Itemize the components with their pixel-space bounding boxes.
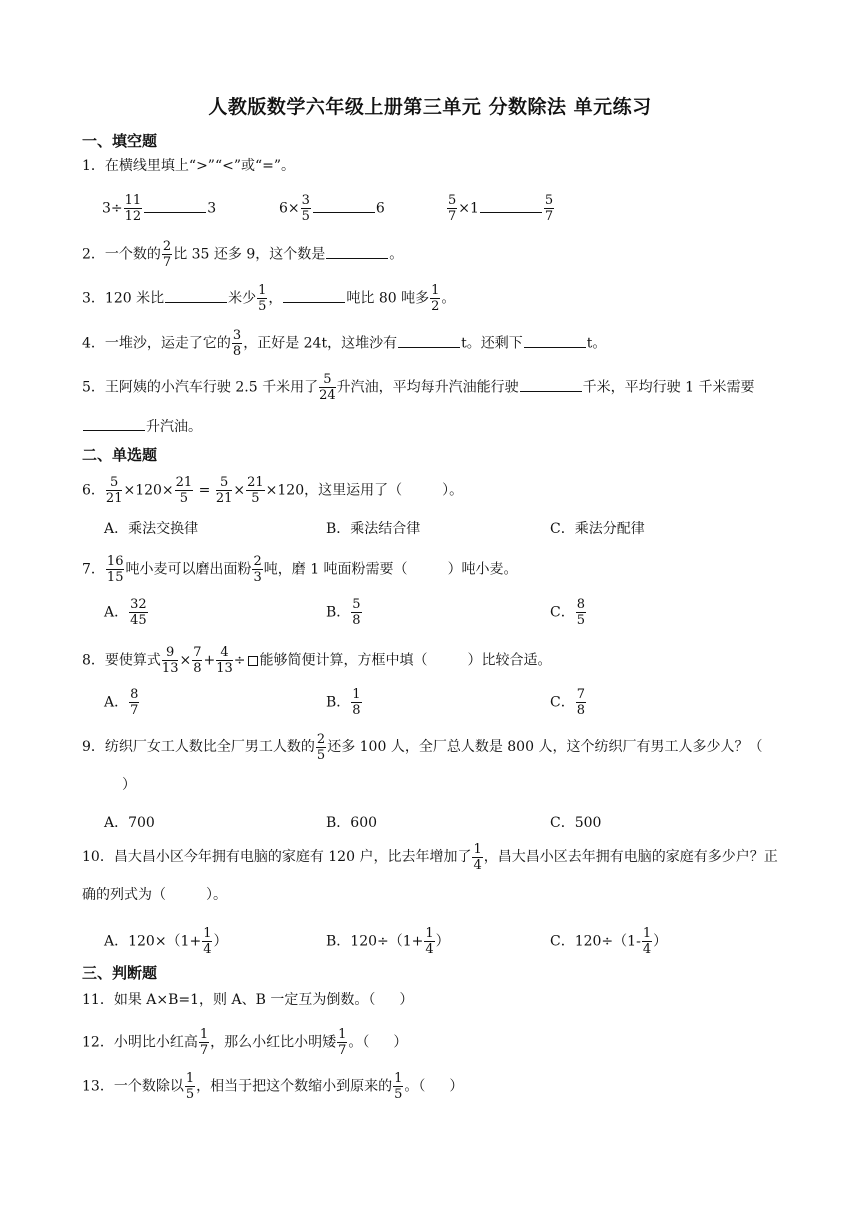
fraction: $\frac{3}{8}$: [232, 328, 242, 359]
answer-blank[interactable]: [398, 333, 460, 348]
question-8: 8．要使算式 $\frac{9}{13}$ × $\frac{7}{8}$ + $\frac{4}{13}$ ÷ 能够简便计算，方框中填（ ）比较合适。: [82, 645, 552, 676]
q9-option-a[interactable]: A．700: [104, 815, 155, 831]
answer-blank[interactable]: [480, 198, 542, 213]
q10-option-b[interactable]: B．120÷（1+ $\frac{1}{4}$ ）: [326, 926, 450, 957]
fraction: $\frac{1}{7}$: [338, 1027, 347, 1058]
q7-option-a[interactable]: A． $\frac{32}{45}$: [104, 597, 147, 628]
answer-blank[interactable]: [326, 244, 388, 259]
answer-blank[interactable]: [144, 198, 206, 213]
square-box-icon: [248, 656, 258, 666]
q9-option-c[interactable]: C．500: [550, 815, 602, 831]
fraction: $\frac{1}{5}$: [185, 1071, 195, 1102]
question-1: 1．在横线里填上“>”“<”或“=”。: [82, 158, 296, 174]
fraction: $\frac{1}{5}$: [258, 283, 267, 314]
fraction: $\frac{21}{5}$: [175, 475, 193, 506]
fraction: $\frac{1}{7}$: [199, 1027, 209, 1058]
question-9: 9．纺织厂女工人数比全厂男工人数的 $\frac{2}{5}$ 还多 100 人，全厂总人数是 800 人，这个纺织厂有男工人多少人？（）: [82, 731, 763, 793]
q8-option-a[interactable]: A． $\frac{8}{7}$: [104, 687, 139, 718]
question-3: 3．120 米比 米少 $\frac{1}{5}$ ， 吨比 80 吨多 $\frac{1}{2}$ 。: [82, 283, 456, 314]
q10-option-a[interactable]: A．120×（1+ $\frac{1}{4}$ ）: [104, 926, 228, 957]
question-12: 12．小明比小红高 $\frac{1}{7}$ ，那么小红比小明矮 $\frac{1}{7}$ 。（ ）: [82, 1027, 408, 1058]
fraction: $\frac{1}{4}$: [473, 841, 482, 873]
q8-option-c[interactable]: C． $\frac{7}{8}$: [550, 687, 585, 718]
fraction: $\frac{3}{5}$: [301, 193, 310, 224]
fraction: $\frac{5}{24}$: [319, 372, 336, 403]
fraction: $\frac{16}{15}$: [106, 554, 124, 585]
fraction: $\frac{5}{7}$: [448, 193, 457, 224]
answer-blank[interactable]: [165, 288, 227, 303]
q10-option-c[interactable]: C．120÷（1- $\frac{1}{4}$ ）: [550, 926, 668, 957]
fraction: $\frac{2}{5}$: [316, 731, 326, 763]
fraction: $\frac{7}{8}$: [193, 645, 202, 676]
question-7: 7． $\frac{16}{15}$ 吨小麦可以磨出面粉 $\frac{2}{3}$ 吨，磨 1 吨面粉需要（ ）吨小麦。: [82, 554, 518, 585]
answer-blank[interactable]: [83, 416, 145, 431]
q6-option-b[interactable]: B．乘法结合律: [326, 521, 421, 537]
fraction: $\frac{5}{7}$: [544, 193, 554, 224]
q7-option-b[interactable]: B． $\frac{5}{8}$: [326, 597, 361, 628]
section-true-false: 三、判断题: [82, 964, 158, 982]
answer-blank[interactable]: [313, 198, 375, 213]
section-single-choice: 二、单选题: [82, 446, 158, 464]
fraction: $\frac{1}{5}$: [394, 1071, 403, 1102]
question-6: 6． $\frac{5}{21}$ ×120× $\frac{21}{5}$ = $\frac{5}{21}$ × $\frac{21}{5}$ ×120，这里运用了（ ）。: [82, 475, 464, 506]
fraction: $\frac{4}{13}$: [216, 645, 233, 676]
answer-blank[interactable]: [283, 288, 345, 303]
question-4: 4．一堆沙，运走了它的 $\frac{3}{8}$ ，正好是 24t，这堆沙有 t。还剩下 t。: [82, 328, 607, 359]
section-fill-blank: 一、填空题: [82, 132, 158, 150]
fraction: $\frac{2}{7}$: [162, 239, 172, 270]
question-5-line-1: 5．王阿姨的小汽车行驶 2.5 千米用了 $\frac{5}{24}$ 升汽油，平均每升汽油能行驶 千米，平均行驶 1 千米需要: [82, 372, 755, 403]
page-title: 人教版数学六年级上册第三单元 分数除法 单元练习: [208, 96, 652, 118]
question-2: 2．一个数的 $\frac{2}{7}$ 比 35 还多 9，这个数是 。: [82, 239, 404, 270]
fraction: $\frac{21}{5}$: [247, 475, 264, 506]
q7-option-c[interactable]: C． $\frac{8}{5}$: [550, 597, 585, 628]
question-13: 13．一个数除以 $\frac{1}{5}$ ，相当于把这个数缩小到原来的 $\frac{1}{5}$ 。（ ）: [82, 1071, 464, 1102]
fraction: $\frac{9}{13}$: [161, 645, 179, 676]
fraction: $\frac{1}{2}$: [431, 283, 440, 314]
q1-item-c: $\frac{5}{7}$ ×1 $\frac{5}{7}$: [448, 193, 554, 224]
answer-blank[interactable]: [524, 333, 586, 348]
question-11: 11．如果 A×B=1，则 A、B 一定互为倒数。（ ）: [82, 992, 414, 1008]
fraction: $\frac{5}{21}$: [215, 475, 233, 506]
q8-option-b[interactable]: B． $\frac{1}{8}$: [326, 687, 361, 718]
answer-blank[interactable]: [520, 377, 582, 392]
q6-option-c[interactable]: C．乘法分配律: [550, 521, 645, 537]
q1-item-b: 6× $\frac{3}{5}$ 6: [279, 193, 385, 224]
question-10: 10．昌大昌小区今年拥有电脑的家庭有 120 户，比去年增加了 $\frac{1}{4}$ ，昌大昌小区去年拥有电脑的家庭有多少户？正确的列式为（ ）。: [82, 841, 778, 903]
fraction: $\frac{2}{3}$: [253, 554, 262, 585]
fraction: $\frac{11}{12}$: [124, 193, 142, 224]
question-5-line-2: 升汽油。: [82, 416, 780, 437]
q9-option-b[interactable]: B．600: [326, 815, 378, 831]
q1-item-a: 3÷ $\frac{11}{12}$ 3: [102, 193, 217, 224]
q6-option-a[interactable]: A．乘法交换律: [104, 521, 199, 537]
fraction: $\frac{5}{21}$: [105, 475, 123, 506]
